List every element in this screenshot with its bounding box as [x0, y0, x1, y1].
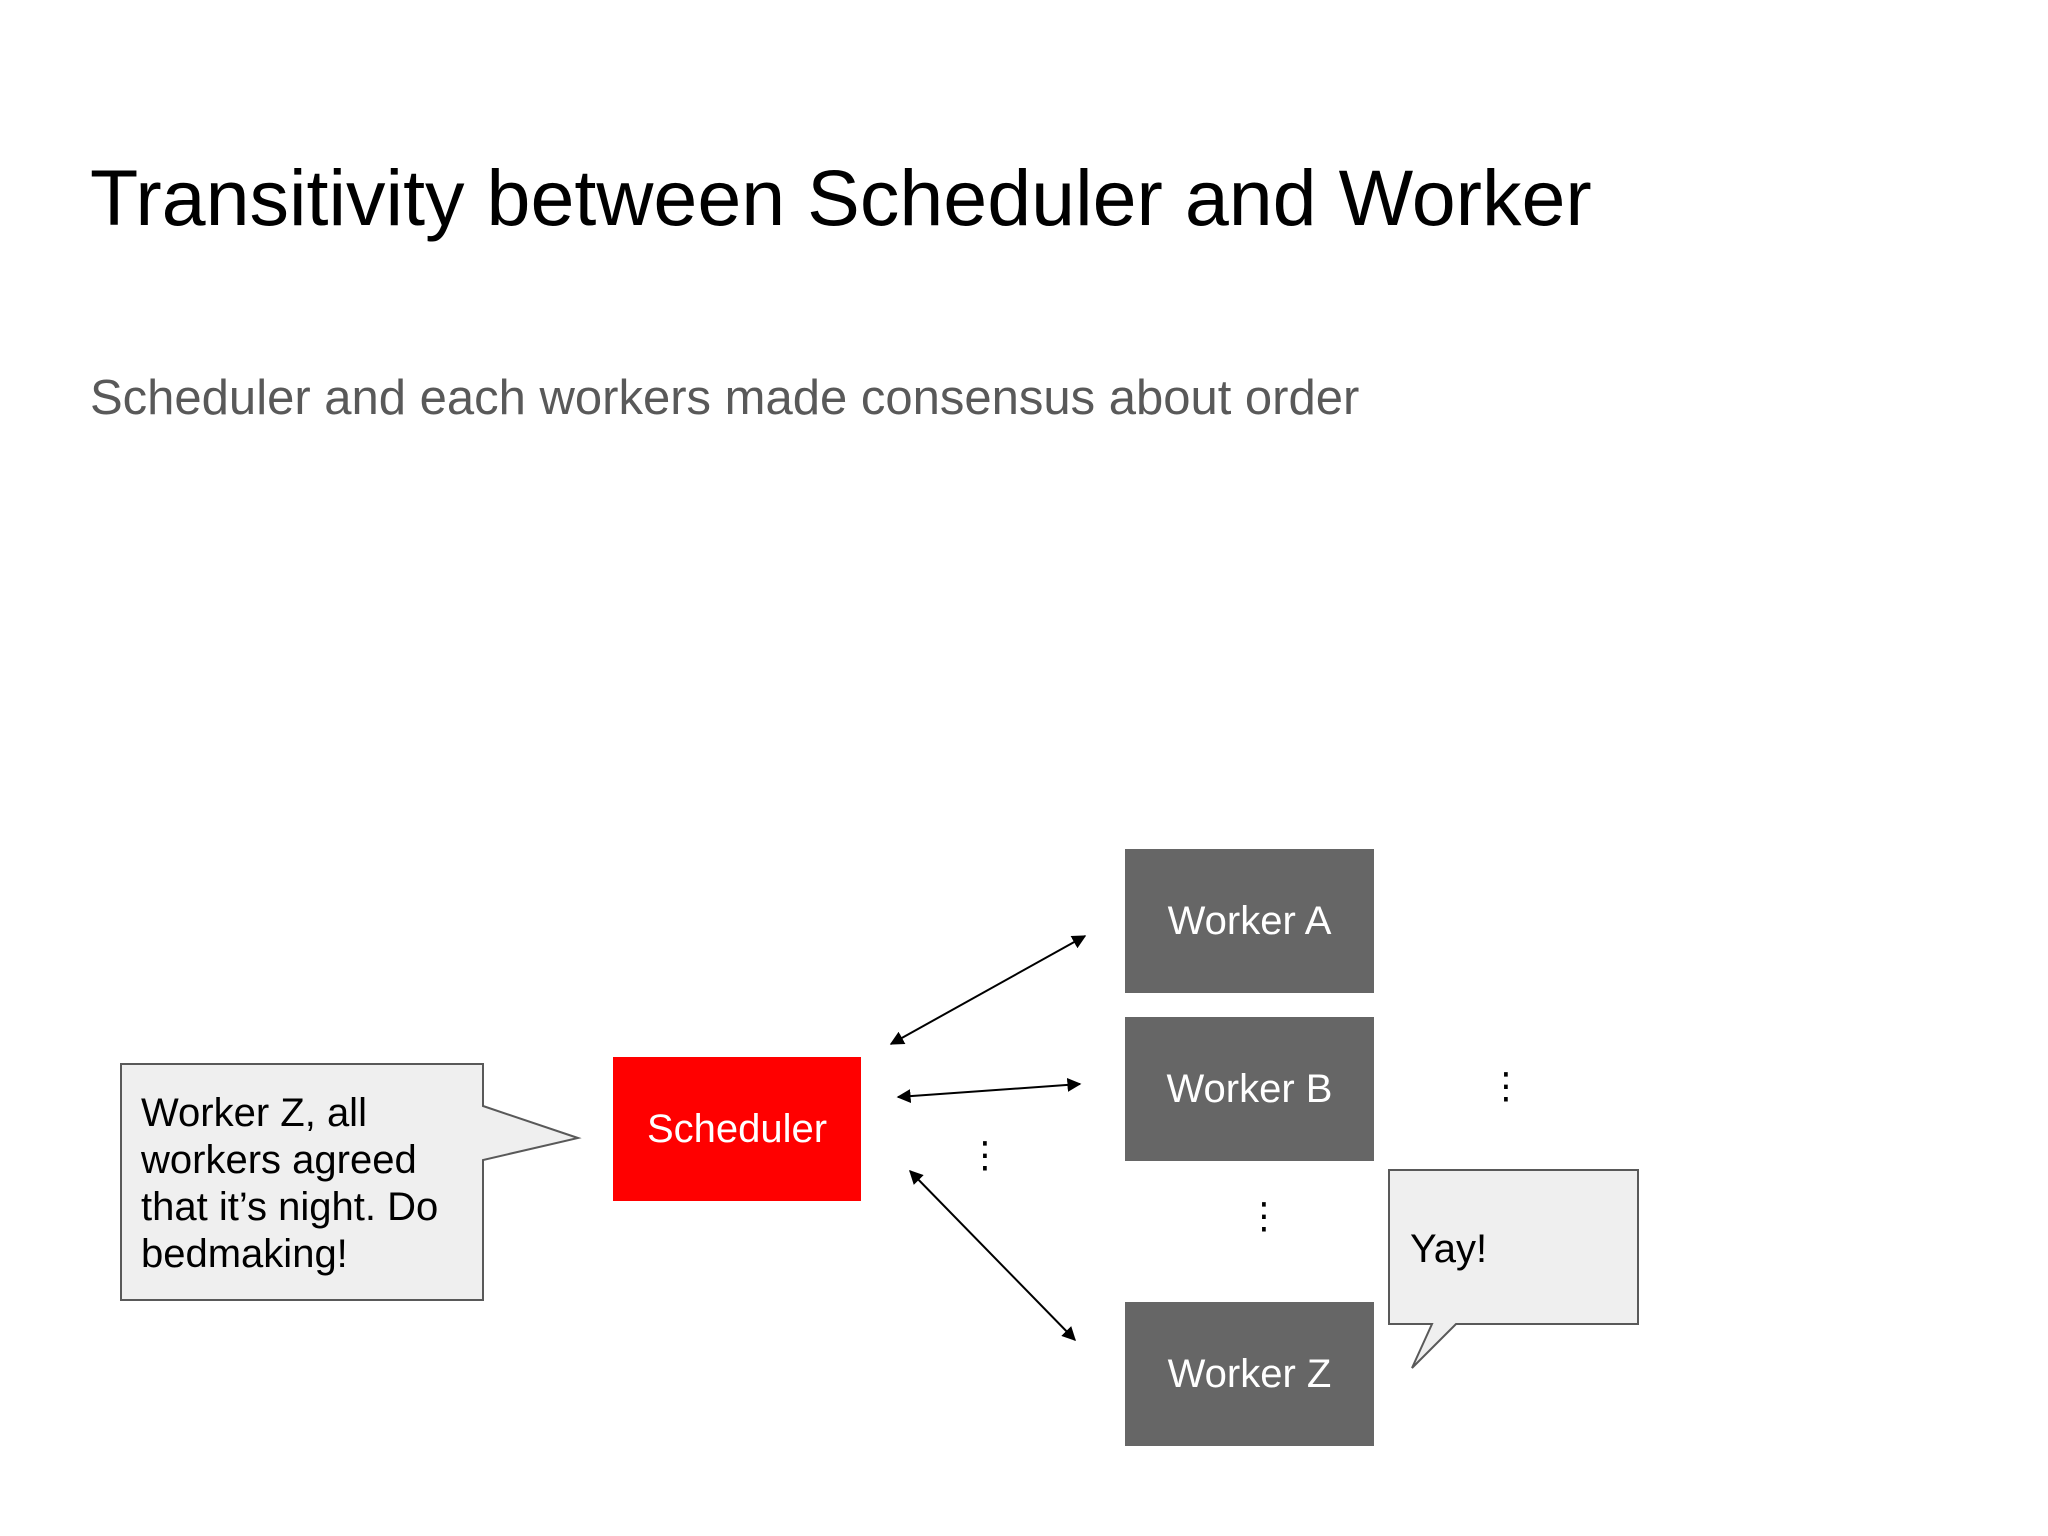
callout-right-text: Yay!: [1410, 1227, 1488, 1271]
scheduler-label: Scheduler: [646, 1106, 828, 1151]
arrow-scheduler-worker-z: [910, 1171, 1075, 1340]
slide-subtitle: Scheduler and each workers made consensus about order: [90, 371, 1360, 425]
slide-title: Transitivity between Scheduler and Worker: [90, 153, 1592, 242]
ellipsis-between-workers: ⋮: [1246, 1195, 1282, 1236]
worker-b-label: Worker B: [1166, 1066, 1333, 1111]
callout-left-line: that it’s night. Do: [141, 1185, 439, 1229]
worker-z-label: Worker Z: [1167, 1351, 1332, 1396]
callout-left-text: [141, 1090, 438, 1278]
arrow-scheduler-worker-b: [898, 1084, 1080, 1097]
callout-left-line: workers agreed: [141, 1138, 417, 1182]
arrow-scheduler-worker-a: [891, 936, 1085, 1044]
callout-left-line: bedmaking!: [141, 1232, 348, 1276]
callout-left-line: Worker Z, all: [141, 1091, 367, 1135]
ellipsis-right-of-workers: ⋮: [1488, 1065, 1524, 1106]
ellipsis-between-arrows: ⋮: [967, 1134, 1003, 1175]
worker-a-label: Worker A: [1167, 898, 1332, 943]
